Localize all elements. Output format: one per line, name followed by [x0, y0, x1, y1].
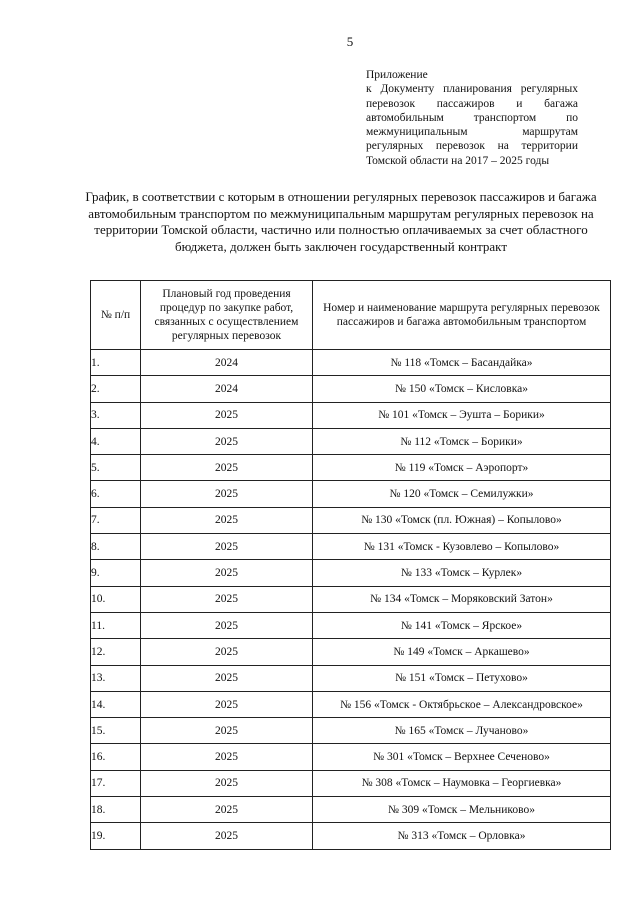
header-route: Номер и наименование маршрута регулярных перевозок пассажиров и багажа автомобильным транспортом: [313, 281, 611, 350]
row-year: 2025: [141, 665, 313, 691]
row-year: 2025: [141, 612, 313, 638]
row-number: 12.: [91, 639, 141, 665]
row-number: 10.: [91, 586, 141, 612]
table-row: [91, 586, 611, 612]
table-row: [91, 797, 611, 823]
row-year: 2025: [141, 534, 313, 560]
row-year: 2025: [141, 823, 313, 849]
row-number: 4.: [91, 428, 141, 454]
row-year: 2025: [141, 507, 313, 533]
row-route: № 119 «Томск – Аэропорт»: [313, 455, 611, 481]
row-number: 3.: [91, 402, 141, 428]
appendix-text: к Документу планирования регулярных перевозок пассажиров и багажа автомобильным транспортом по межмуниципальным маршрутам регулярных перевозок на территории Томской области на 2017 – 2025 годы: [366, 83, 578, 167]
row-number: 9.: [91, 560, 141, 586]
table-row: [91, 665, 611, 691]
table-row: [91, 612, 611, 638]
table-row: [91, 534, 611, 560]
row-route: № 130 «Томск (пл. Южная) – Копылово»: [313, 507, 611, 533]
row-number: 17.: [91, 770, 141, 796]
document-title: График, в соответствии с которым в отношении регулярных перевозок пассажиров и багажа автомобильным транспортом по межмуниципальным маршрутам регулярных перевозок на территории Томской области, частично или полностью оплачиваемых за счет областного бюджета, должен быть заключен государственный контракт: [85, 189, 597, 254]
row-number: 19.: [91, 823, 141, 849]
table-row: [91, 350, 611, 376]
table-row: [91, 428, 611, 454]
header-year: Плановый год проведения процедур по закупке работ, связанных с осуществлением регулярных перевозок: [141, 281, 313, 350]
appendix-title: Приложение: [366, 69, 428, 81]
table-row: [91, 718, 611, 744]
row-route: № 120 «Томск – Семилужки»: [313, 481, 611, 507]
row-number: 1.: [91, 350, 141, 376]
row-number: 18.: [91, 797, 141, 823]
row-route: № 313 «Томск – Орловка»: [313, 823, 611, 849]
table-row: [91, 639, 611, 665]
row-number: 6.: [91, 481, 141, 507]
row-number: 8.: [91, 534, 141, 560]
row-route: № 101 «Томск – Эушта – Борики»: [313, 402, 611, 428]
row-year: 2025: [141, 770, 313, 796]
row-year: 2025: [141, 455, 313, 481]
row-route: № 151 «Томск – Петухово»: [313, 665, 611, 691]
row-route: № 141 «Томск – Ярское»: [313, 612, 611, 638]
row-route: № 301 «Томск – Верхнее Сеченово»: [313, 744, 611, 770]
row-number: 5.: [91, 455, 141, 481]
row-year: 2025: [141, 718, 313, 744]
row-route: № 118 «Томск – Басандайка»: [313, 350, 611, 376]
table-row: [91, 455, 611, 481]
row-year: 2025: [141, 744, 313, 770]
appendix-block: [366, 68, 578, 168]
table-row: [91, 376, 611, 402]
row-year: 2025: [141, 560, 313, 586]
row-year: 2024: [141, 376, 313, 402]
table-row: [91, 770, 611, 796]
row-year: 2025: [141, 639, 313, 665]
table-row: [91, 481, 611, 507]
page-number: 5: [346, 34, 354, 49]
row-year: 2025: [141, 402, 313, 428]
table-row: [91, 744, 611, 770]
row-route: № 133 «Томск – Курлек»: [313, 560, 611, 586]
row-number: 15.: [91, 718, 141, 744]
row-year: 2024: [141, 350, 313, 376]
row-route: № 131 «Томск - Кузовлево – Копылово»: [313, 534, 611, 560]
row-number: 7.: [91, 507, 141, 533]
row-route: № 165 «Томск – Лучаново»: [313, 718, 611, 744]
row-route: № 150 «Томск – Кисловка»: [313, 376, 611, 402]
row-number: 11.: [91, 612, 141, 638]
table-row: [91, 507, 611, 533]
row-number: 14.: [91, 691, 141, 717]
table-row: [91, 402, 611, 428]
row-route: № 309 «Томск – Мельниково»: [313, 797, 611, 823]
row-route: № 156 «Томск - Октябрьское – Александровское»: [313, 691, 611, 717]
table-row: [91, 823, 611, 849]
row-number: 13.: [91, 665, 141, 691]
header-num: № п/п: [91, 281, 141, 350]
row-year: 2025: [141, 586, 313, 612]
row-route: № 308 «Томск – Наумовка – Георгиевка»: [313, 770, 611, 796]
table-row: [91, 691, 611, 717]
table-header-row: [91, 281, 611, 350]
row-route: № 134 «Томск – Моряковский Затон»: [313, 586, 611, 612]
row-year: 2025: [141, 797, 313, 823]
row-route: № 149 «Томск – Аркашево»: [313, 639, 611, 665]
schedule-table: [90, 280, 611, 850]
row-number: 2.: [91, 376, 141, 402]
row-year: 2025: [141, 481, 313, 507]
row-route: № 112 «Томск – Борики»: [313, 428, 611, 454]
row-year: 2025: [141, 428, 313, 454]
table-row: [91, 560, 611, 586]
row-year: 2025: [141, 691, 313, 717]
row-number: 16.: [91, 744, 141, 770]
